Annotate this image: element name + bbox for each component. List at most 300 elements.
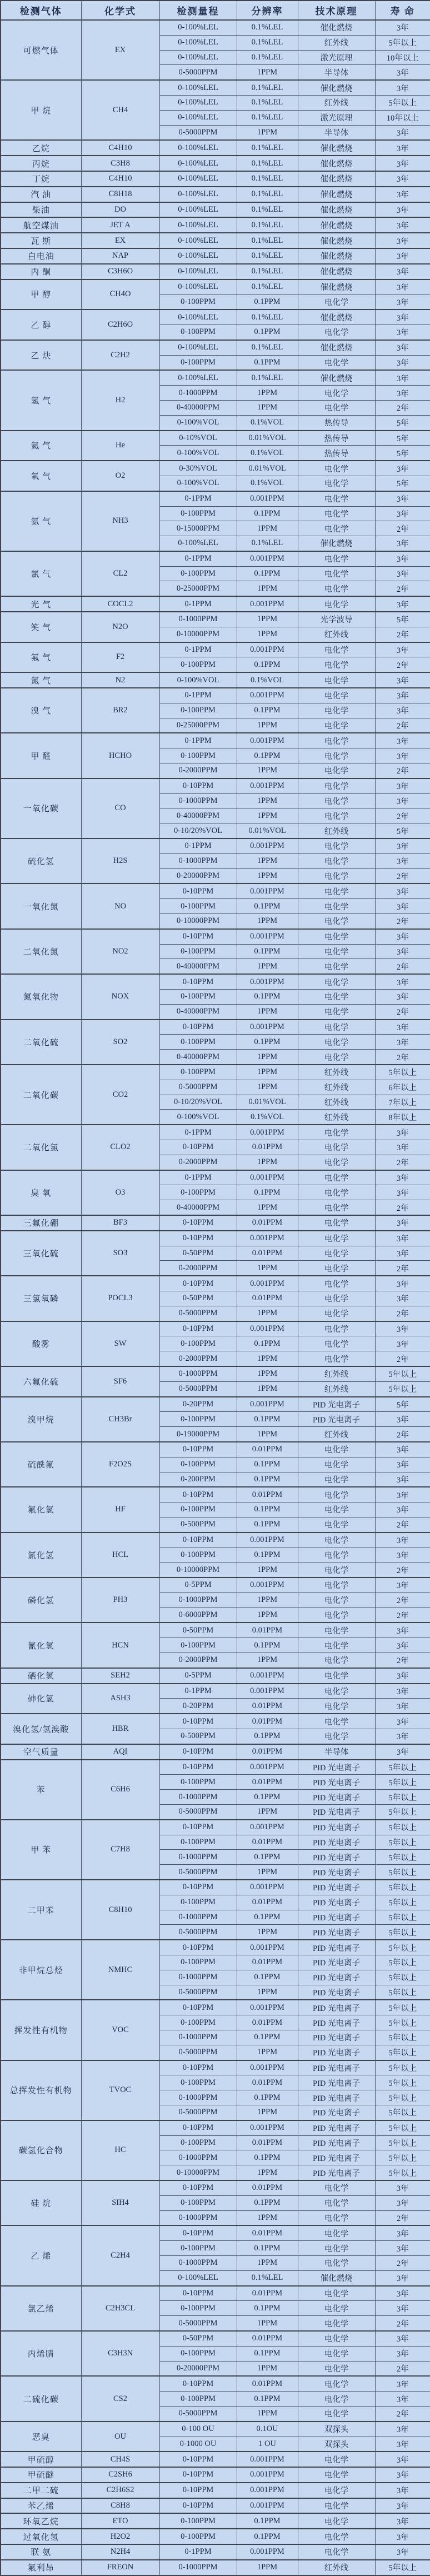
principle-cell: 催化燃烧: [298, 80, 375, 95]
range-cell: 0-2000PPM: [159, 1351, 237, 1366]
resolution-cell: 0.1%LEL: [237, 140, 298, 156]
principle-cell: PID 光电离子: [298, 1835, 375, 1850]
life-cell: 3年: [375, 2270, 430, 2285]
gas-name-cell: 恶臭: [1, 2422, 81, 2452]
resolution-cell: 1PPM: [237, 1261, 298, 1276]
resolution-cell: 1PPM: [237, 1306, 298, 1321]
resolution-cell: 0.1PPM: [237, 1910, 298, 1925]
life-cell: 5年以上: [375, 1940, 430, 1955]
formula-cell: C2H2: [81, 340, 159, 371]
life-cell: 5年以上: [375, 1880, 430, 1895]
principle-cell: 电化学: [298, 1472, 375, 1487]
resolution-cell: 0.1PPM: [237, 506, 298, 521]
principle-cell: 电化学: [298, 868, 375, 883]
principle-cell: 电化学: [298, 657, 375, 672]
principle-cell: PID 光电离子: [298, 2030, 375, 2045]
resolution-cell: 0.1PPM: [237, 2241, 298, 2256]
life-cell: 2年: [375, 914, 430, 929]
resolution-cell: 1PPM: [237, 65, 298, 80]
gas-name-cell: 氦 气: [1, 431, 81, 461]
principle-cell: 电化学: [298, 2241, 375, 2256]
gas-name-cell: 光 气: [1, 596, 81, 612]
table-row: [1, 2120, 430, 2135]
principle-cell: 电化学: [298, 1321, 375, 1336]
life-cell: 3年: [375, 20, 430, 35]
range-cell: 0-50PPM: [159, 1246, 237, 1261]
resolution-cell: 1PPM: [237, 808, 298, 823]
resolution-cell: 1PPM: [237, 1562, 298, 1577]
formula-cell: FREON: [81, 2560, 159, 2575]
principle-cell: PID 光电离子: [298, 2060, 375, 2075]
range-cell: 0-100PPM: [159, 294, 237, 309]
formula-cell: H2: [81, 370, 159, 430]
table-row: [1, 2060, 430, 2075]
table-row: [1, 140, 430, 156]
resolution-cell: 0.1%LEL: [237, 20, 298, 35]
gas-name-cell: 溴甲烷: [1, 1397, 81, 1442]
principle-cell: 电化学: [298, 990, 375, 1005]
resolution-cell: 0.1%LEL: [237, 248, 298, 264]
principle-cell: 电化学: [298, 2180, 375, 2195]
life-cell: 5年以上: [375, 1850, 430, 1865]
formula-cell: C8H8: [81, 2498, 159, 2514]
principle-cell: 双探头: [298, 2437, 375, 2452]
range-cell: 0-100%VOL: [159, 672, 237, 688]
gas-name-cell: 六氟化硫: [1, 1366, 81, 1397]
table-row: [1, 248, 430, 264]
life-cell: 2年: [375, 1155, 430, 1170]
life-cell: 3年: [375, 1170, 430, 1185]
resolution-cell: 0.01PPM: [237, 1246, 298, 1261]
life-cell: 5年以上: [375, 2030, 430, 2045]
range-cell: 0-100%LEL: [159, 80, 237, 95]
resolution-cell: 1PPM: [237, 2210, 298, 2225]
principle-cell: 催化燃烧: [298, 187, 375, 202]
resolution-cell: 0.1PPM: [237, 2529, 298, 2544]
formula-cell: NMHC: [81, 1940, 159, 2000]
table-row: [1, 2560, 430, 2575]
resolution-cell: 1PPM: [237, 1050, 298, 1065]
resolution-cell: 0.001PPM: [237, 1668, 298, 1684]
resolution-cell: 0.001PPM: [237, 1760, 298, 1775]
formula-cell: HCHO: [81, 733, 159, 778]
range-cell: 0-10000PPM: [159, 2165, 237, 2180]
range-cell: 0-10PPM: [159, 2498, 237, 2514]
gas-name-cell: 氮氧化物: [1, 974, 81, 1019]
life-cell: 3年: [375, 1336, 430, 1351]
range-cell: 0-5000PPM: [159, 1865, 237, 1880]
range-cell: 0-1PPM: [159, 596, 237, 612]
range-cell: 0-100PPM: [159, 506, 237, 521]
life-cell: 5年以上: [375, 2150, 430, 2165]
life-cell: 2年: [375, 868, 430, 883]
life-cell: 3年: [375, 1487, 430, 1502]
life-cell: 2年: [375, 959, 430, 974]
formula-cell: CH4O: [81, 279, 159, 310]
principle-cell: 电化学: [298, 703, 375, 718]
life-cell: 3年: [375, 1668, 430, 1684]
table-row: [1, 431, 430, 446]
gas-name-cell: 氟化氢: [1, 1487, 81, 1532]
principle-cell: 电化学: [298, 1351, 375, 1366]
life-cell: 5年以上: [375, 35, 430, 50]
range-cell: 0-1000PPM: [159, 1790, 237, 1805]
gas-name-cell: 砷化氢: [1, 1684, 81, 1714]
range-cell: 0-5000PPM: [159, 1985, 237, 2000]
life-cell: 3年: [375, 2483, 430, 2498]
resolution-cell: 1PPM: [237, 718, 298, 733]
range-cell: 0-40000PPM: [159, 808, 237, 823]
principle-cell: 半导体: [298, 1744, 375, 1760]
header-principle: 技术原理: [298, 1, 375, 20]
principle-cell: 电化学: [298, 400, 375, 415]
life-cell: 5年以上: [375, 1985, 430, 2000]
range-cell: 0-5PPM: [159, 1668, 237, 1684]
principle-cell: 电化学: [298, 688, 375, 703]
life-cell: 5年以上: [375, 1895, 430, 1910]
range-cell: 0-100%LEL: [159, 279, 237, 294]
life-cell: 3年: [375, 1547, 430, 1562]
life-cell: 6年以上: [375, 1080, 430, 1095]
life-cell: 7年以上: [375, 1095, 430, 1110]
range-cell: 0-2000PPM: [159, 1155, 237, 1170]
life-cell: 3年: [375, 974, 430, 989]
life-cell: 3年: [375, 65, 430, 80]
life-cell: 3年: [375, 596, 430, 612]
table-row: [1, 80, 430, 95]
resolution-cell: 1PPM: [237, 1004, 298, 1019]
life-cell: 2年: [375, 1592, 430, 1607]
formula-cell: O2: [81, 461, 159, 491]
principle-cell: 光学波导: [298, 612, 375, 627]
life-cell: 3年: [375, 187, 430, 202]
life-cell: 5年以上: [375, 1910, 430, 1925]
principle-cell: PID 光电离子: [298, 1985, 375, 2000]
life-cell: 3年: [375, 279, 430, 294]
range-cell: 0-100%VOL: [159, 415, 237, 430]
gas-name-cell: 碳氢化合物: [1, 2120, 81, 2180]
formula-cell: DO: [81, 202, 159, 218]
range-cell: 0-100%LEL: [159, 35, 237, 50]
principle-cell: 电化学: [298, 1140, 375, 1155]
formula-cell: C2H6S2: [81, 2483, 159, 2498]
life-cell: 5年以上: [375, 95, 430, 110]
life-cell: 2年: [375, 2406, 430, 2421]
resolution-cell: 0.1PPM: [237, 2090, 298, 2105]
table-row: [1, 171, 430, 187]
principle-cell: PID 光电离子: [298, 1925, 375, 1940]
life-cell: 2年: [375, 2210, 430, 2225]
principle-cell: 电化学: [298, 1607, 375, 1623]
table-row: [1, 1940, 430, 1955]
gas-name-cell: 乙 炔: [1, 340, 81, 371]
gas-name-cell: 苯: [1, 1760, 81, 1820]
range-cell: 0-5000PPM: [159, 1925, 237, 1940]
gas-name-cell: 溴 气: [1, 688, 81, 733]
resolution-cell: 0.01PPM: [237, 2331, 298, 2346]
resolution-cell: 0.1PPM: [237, 1185, 298, 1200]
gas-name-cell: 空气质量: [1, 1744, 81, 1760]
range-cell: 0-1000PPM: [159, 2255, 237, 2270]
range-cell: 0-10PPM: [159, 974, 237, 989]
formula-cell: HCL: [81, 1532, 159, 1577]
principle-cell: 电化学: [298, 1276, 375, 1291]
range-cell: 0-100PPM: [159, 2075, 237, 2090]
principle-cell: 电化学: [298, 2467, 375, 2483]
formula-cell: N2: [81, 672, 159, 688]
gas-name-cell: 氨 气: [1, 491, 81, 551]
formula-cell: ASH3: [81, 1684, 159, 1714]
table-row: [1, 461, 430, 476]
gas-name-cell: 氯化氢: [1, 1532, 81, 1577]
life-cell: 3年: [375, 461, 430, 476]
resolution-cell: 0.1%LEL: [237, 370, 298, 385]
table-row: [1, 838, 430, 853]
resolution-cell: 0.01PPM: [237, 1442, 298, 1457]
life-cell: 10年以上: [375, 110, 430, 125]
resolution-cell: 1PPM: [237, 2105, 298, 2120]
principle-cell: 热传导: [298, 415, 375, 430]
range-cell: 0-100PPM: [159, 748, 237, 763]
resolution-cell: 0.1%LEL: [237, 80, 298, 95]
life-cell: 3年: [375, 386, 430, 401]
life-cell: 3年: [375, 2544, 430, 2560]
range-cell: 0-10/20%VOL: [159, 823, 237, 838]
table-row: [1, 233, 430, 248]
principle-cell: 电化学: [298, 506, 375, 521]
resolution-cell: 0.001PPM: [237, 1532, 298, 1547]
table-row: [1, 279, 430, 294]
principle-cell: 电化学: [298, 596, 375, 612]
formula-cell: NO2: [81, 929, 159, 974]
range-cell: 0-100 OU: [159, 2422, 237, 2437]
principle-cell: PID 光电离子: [298, 1940, 375, 1955]
gas-name-cell: 二硫化碳: [1, 2376, 81, 2421]
resolution-cell: 0.001PPM: [237, 1577, 298, 1592]
range-cell: 0-100PPM: [159, 657, 237, 672]
range-cell: 0-1PPM: [159, 551, 237, 566]
life-cell: 5年以上: [375, 1925, 430, 1940]
life-cell: 3年: [375, 2286, 430, 2301]
resolution-cell: 0.01PPM: [237, 1835, 298, 1850]
range-cell: 0-5000PPM: [159, 2406, 237, 2421]
life-cell: 3年: [375, 672, 430, 688]
header-row: [1, 1, 430, 20]
range-cell: 0-1000PPM: [159, 2090, 237, 2105]
table-row: [1, 2225, 430, 2240]
range-cell: 0-25000PPM: [159, 581, 237, 596]
gas-name-cell: 汽 油: [1, 187, 81, 202]
life-cell: 3年: [375, 1215, 430, 1231]
life-cell: 3年: [375, 491, 430, 506]
life-cell: 3年: [375, 140, 430, 156]
range-cell: 0-10PPM: [159, 2286, 237, 2301]
life-cell: 3年: [375, 2195, 430, 2210]
resolution-cell: 0.01%VOL: [237, 1095, 298, 1110]
principle-cell: 红外线: [298, 1080, 375, 1095]
formula-cell: SW: [81, 1321, 159, 1366]
resolution-cell: 0.1PPM: [237, 2392, 298, 2407]
life-cell: 3年: [375, 2346, 430, 2361]
principle-cell: 催化燃烧: [298, 370, 375, 385]
principle-cell: 电化学: [298, 1714, 375, 1729]
resolution-cell: 0.1%LEL: [237, 309, 298, 325]
resolution-cell: 0.1%VOL: [237, 446, 298, 461]
principle-cell: 电化学: [298, 1004, 375, 1019]
principle-cell: 红外线: [298, 823, 375, 838]
resolution-cell: 0.001PPM: [237, 2120, 298, 2135]
gas-name-cell: 可燃气体: [1, 20, 81, 80]
gas-name-cell: 丙烯腈: [1, 2331, 81, 2376]
principle-cell: 电化学: [298, 2498, 375, 2514]
resolution-cell: 0.1PPM: [237, 2301, 298, 2316]
resolution-cell: 1PPM: [237, 1200, 298, 1215]
principle-cell: 电化学: [298, 2286, 375, 2301]
range-cell: 0-100%LEL: [159, 156, 237, 171]
principle-cell: PID 光电离子: [298, 1910, 375, 1925]
resolution-cell: 0.001PPM: [237, 974, 298, 989]
range-cell: 0-5000PPM: [159, 1805, 237, 1820]
life-cell: 3年: [375, 2422, 430, 2437]
range-cell: 0-5000PPM: [159, 1306, 237, 1321]
life-cell: 3年: [375, 1321, 430, 1336]
life-cell: 3年: [375, 2376, 430, 2391]
resolution-cell: 0.01%VOL: [237, 431, 298, 446]
table-row: [1, 2331, 430, 2346]
gas-name-cell: 氯乙烯: [1, 2286, 81, 2331]
range-cell: 0-40000PPM: [159, 1004, 237, 1019]
resolution-cell: 0.1PPM: [237, 1547, 298, 1562]
formula-cell: JET A: [81, 217, 159, 233]
range-cell: 0-100%LEL: [159, 50, 237, 65]
life-cell: 3年: [375, 2498, 430, 2514]
life-cell: 3年: [375, 2513, 430, 2529]
principle-cell: 电化学: [298, 672, 375, 688]
header-formula: 化学式: [81, 1, 159, 20]
life-cell: 3年: [375, 929, 430, 944]
resolution-cell: 0.1%VOL: [237, 1110, 298, 1125]
principle-cell: 催化燃烧: [298, 264, 375, 279]
range-cell: 0-10PPM: [159, 2376, 237, 2391]
resolution-cell: 0.1%LEL: [237, 536, 298, 551]
principle-cell: 电化学: [298, 2255, 375, 2270]
resolution-cell: 0.1%VOL: [237, 672, 298, 688]
range-cell: 0-10PPM: [159, 1940, 237, 1955]
resolution-cell: 0.1%LEL: [237, 340, 298, 355]
principle-cell: 电化学: [298, 1442, 375, 1457]
resolution-cell: 1PPM: [237, 763, 298, 778]
range-cell: 0-100PPM: [159, 1638, 237, 1653]
range-cell: 0-10000PPM: [159, 627, 237, 642]
resolution-cell: 0.1PPM: [237, 657, 298, 672]
principle-cell: 电化学: [298, 1215, 375, 1231]
table-row: [1, 1020, 430, 1035]
principle-cell: 电化学: [298, 1246, 375, 1261]
resolution-cell: 0.001PPM: [237, 2498, 298, 2514]
principle-cell: PID 光电离子: [298, 2045, 375, 2060]
range-cell: 0-10PPM: [159, 2120, 237, 2135]
principle-cell: 电化学: [298, 1306, 375, 1321]
principle-cell: 红外线: [298, 627, 375, 642]
resolution-cell: 0.1PPM: [237, 899, 298, 914]
resolution-cell: 0.1%LEL: [237, 171, 298, 187]
life-cell: 5年以上: [375, 1366, 430, 1381]
range-cell: 0-100PPM: [159, 325, 237, 340]
principle-cell: 电化学: [298, 581, 375, 596]
resolution-cell: 0.1PPM: [237, 2195, 298, 2210]
principle-cell: PID 光电离子: [298, 2150, 375, 2165]
gas-name-cell: 二氧化氯: [1, 1125, 81, 1170]
range-cell: 0-1000PPM: [159, 1366, 237, 1381]
range-cell: 0-100PPM: [159, 2135, 237, 2150]
life-cell: 3年: [375, 2529, 430, 2544]
life-cell: 5年: [375, 431, 430, 446]
resolution-cell: 1PPM: [237, 868, 298, 883]
principle-cell: PID 光电离子: [298, 1850, 375, 1865]
range-cell: 0-10000PPM: [159, 914, 237, 929]
table-row: [1, 778, 430, 793]
life-cell: 3年: [375, 506, 430, 521]
life-cell: 3年: [375, 370, 430, 385]
range-cell: 0-10PPM: [159, 1276, 237, 1291]
formula-cell: O3: [81, 1170, 159, 1215]
gas-name-cell: 非甲烷总烃: [1, 1940, 81, 2000]
range-cell: 0-1PPM: [159, 688, 237, 703]
principle-cell: 电化学: [298, 1336, 375, 1351]
range-cell: 0-2000PPM: [159, 763, 237, 778]
life-cell: 3年: [375, 355, 430, 370]
range-cell: 0-1000PPM: [159, 612, 237, 627]
life-cell: 2年: [375, 581, 430, 596]
formula-cell: C3H3N: [81, 2331, 159, 2376]
life-cell: 3年: [375, 551, 430, 566]
formula-cell: BR2: [81, 688, 159, 733]
range-cell: 0-100%LEL: [159, 171, 237, 187]
range-cell: 0-1PPM: [159, 838, 237, 853]
principle-cell: 热传导: [298, 431, 375, 446]
resolution-cell: 0.01PPM: [237, 2376, 298, 2391]
resolution-cell: 0.01PPM: [237, 2180, 298, 2195]
resolution-cell: 0.1%LEL: [237, 95, 298, 110]
resolution-cell: 1PPM: [237, 1155, 298, 1170]
life-cell: 3年: [375, 171, 430, 187]
principle-cell: PID 光电离子: [298, 2090, 375, 2105]
range-cell: 0-40000PPM: [159, 959, 237, 974]
table-row: [1, 1231, 430, 1246]
resolution-cell: 1PPM: [237, 1653, 298, 1668]
gas-name-cell: 总挥发性有机物: [1, 2060, 81, 2120]
principle-cell: 电化学: [298, 1125, 375, 1140]
range-cell: 0-100PPM: [159, 2195, 237, 2210]
resolution-cell: 1PPM: [237, 612, 298, 627]
resolution-cell: 1PPM: [237, 1805, 298, 1820]
principle-cell: 红外线: [298, 1366, 375, 1381]
resolution-cell: 0.01PPM: [237, 1487, 298, 1502]
life-cell: 3年: [375, 1684, 430, 1699]
principle-cell: 电化学: [298, 2210, 375, 2225]
principle-cell: PID 光电离子: [298, 1820, 375, 1835]
resolution-cell: 0.01%VOL: [237, 461, 298, 476]
range-cell: 0-1PPM: [159, 642, 237, 657]
gas-name-cell: 甲 苯: [1, 1820, 81, 1880]
range-cell: 0-100%LEL: [159, 2270, 237, 2285]
table-row: [1, 612, 430, 627]
principle-cell: 电化学: [298, 763, 375, 778]
resolution-cell: 1PPM: [237, 1080, 298, 1095]
gas-name-cell: 二甲二硫: [1, 2483, 81, 2498]
principle-cell: 电化学: [298, 386, 375, 401]
principle-cell: 电化学: [298, 2316, 375, 2331]
